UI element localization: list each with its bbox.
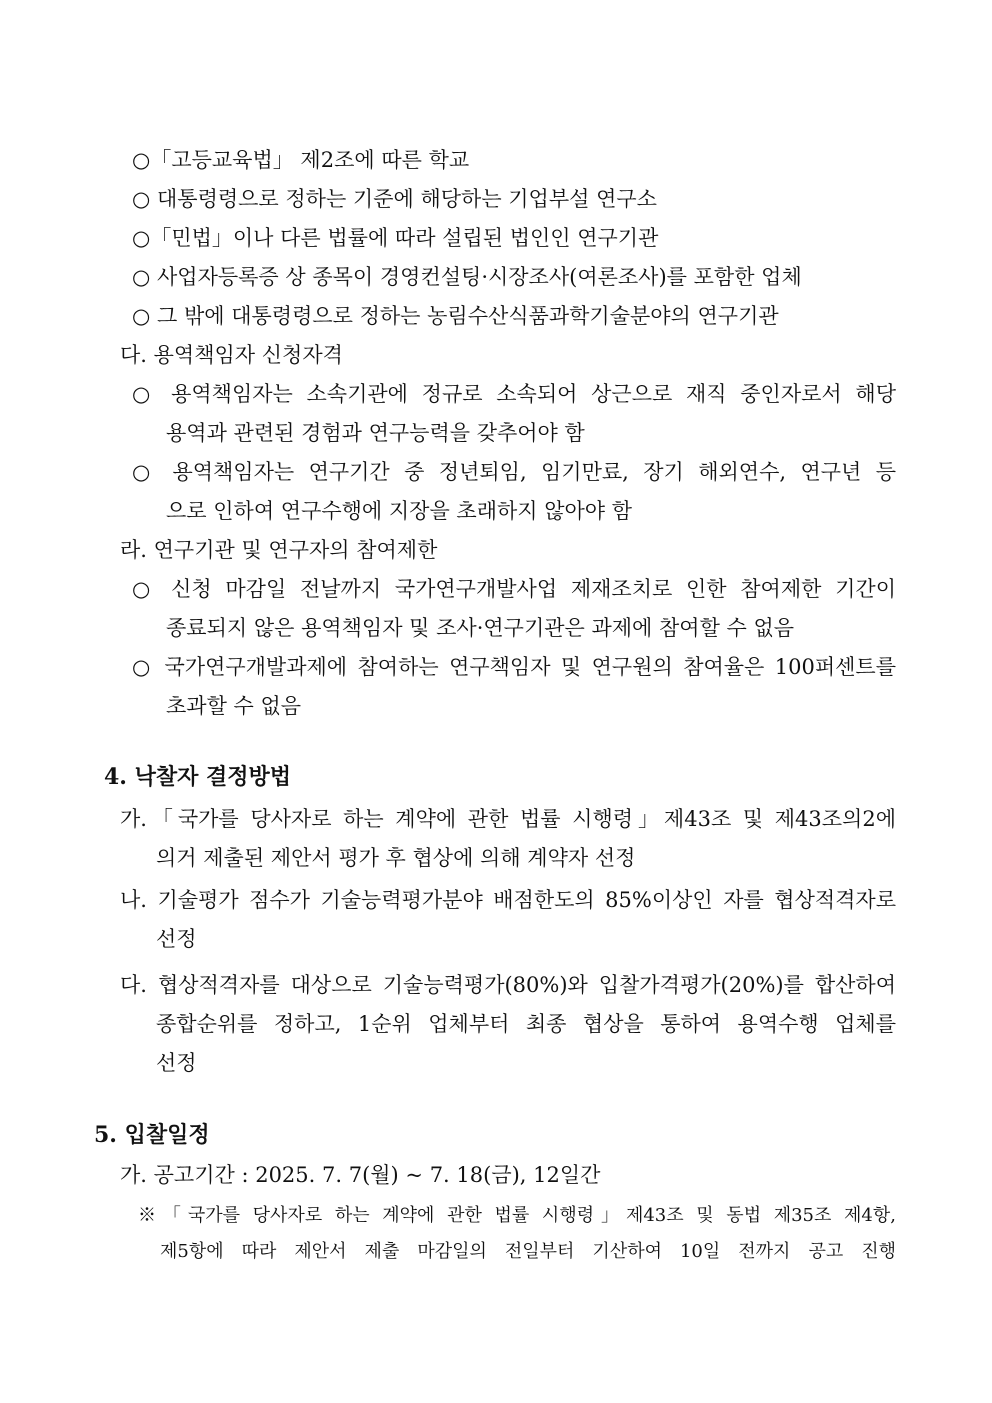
award-method-item-na-cont: 선정 <box>156 927 197 951</box>
participation-restriction-item-cont: 종료되지 않은 용역책임자 및 조사·연구기관은 과제에 참여할 수 없음 <box>166 616 795 640</box>
manager-qualification-item: ○ 용역책임자는 연구기간 중 정년퇴임, 임기만료, 장기 해외연수, 연구년 등 <box>132 460 896 484</box>
subsection-heading-da: 다. 용역책임자 신청자격 <box>120 343 343 367</box>
award-method-item-da: 다. 협상적격자를 대상으로 기술능력평가(80%)와 입찰가격평가(20%)를 합산하여 <box>120 973 896 997</box>
section-heading-award-method: 4. 낙찰자 결정방법 <box>104 764 292 790</box>
bid-schedule-item-ga: 가. 공고기간 : 2025. 7. 7(월) ~ 7. 18(금), 12일간 <box>120 1163 601 1187</box>
section-heading-bid-schedule: 5. 입찰일정 <box>94 1122 210 1148</box>
award-method-item-ga-cont: 의거 제출된 제안서 평가 후 협상에 의해 계약자 선정 <box>156 846 636 870</box>
bid-schedule-note: ※「국가를 당사자로 하는 계약에 관한 법률 시행령」제43조 및 동법 제35조 제4항, <box>138 1205 896 1226</box>
eligible-institution-item: ○「민법」이나 다른 법률에 따라 설립된 법인인 연구기관 <box>132 226 659 250</box>
participation-restriction-item: ○ 국가연구개발과제에 참여하는 연구책임자 및 연구원의 참여율은 100퍼센트를 <box>132 655 896 679</box>
subsection-heading-ra: 라. 연구기관 및 연구자의 참여제한 <box>120 538 438 562</box>
award-method-item-ga: 가.「국가를 당사자로 하는 계약에 관한 법률 시행령」제43조 및 제43조의2에 <box>120 807 896 831</box>
manager-qualification-item-cont: 으로 인하여 연구수행에 지장을 초래하지 않아야 함 <box>166 499 633 523</box>
manager-qualification-item-cont: 용역과 관련된 경험과 연구능력을 갖추어야 함 <box>166 421 585 445</box>
eligible-institution-item: ○ 그 밖에 대통령령으로 정하는 농림수산식품과학기술분야의 연구기관 <box>132 304 779 328</box>
award-method-item-da-cont: 종합순위를 정하고, 1순위 업체부터 최종 협상을 통하여 용역수행 업체를 <box>156 1012 896 1036</box>
award-method-item-na: 나. 기술평가 점수가 기술능력평가분야 배점한도의 85%이상인 자를 협상적격자로 <box>120 888 896 912</box>
eligible-institution-item: ○「고등교육법」 제2조에 따른 학교 <box>132 148 470 172</box>
bid-schedule-note-cont: 제5항에 따라 제안서 제출 마감일의 전일부터 기산하여 10일 전까지 공고 진행 <box>160 1241 896 1262</box>
eligible-institution-item: ○ 사업자등록증 상 종목이 경영컨설팅·시장조사(여론조사)를 포함한 업체 <box>132 265 802 289</box>
participation-restriction-item-cont: 초과할 수 없음 <box>166 694 302 718</box>
participation-restriction-item: ○ 신청 마감일 전날까지 국가연구개발사업 제재조치로 인한 참여제한 기간이 <box>132 577 896 601</box>
eligible-institution-item: ○ 대통령령으로 정하는 기준에 해당하는 기업부설 연구소 <box>132 187 657 211</box>
award-method-item-da-cont: 선정 <box>156 1051 197 1075</box>
manager-qualification-item: ○ 용역책임자는 소속기관에 정규로 소속되어 상근으로 재직 중인자로서 해당 <box>132 382 896 406</box>
